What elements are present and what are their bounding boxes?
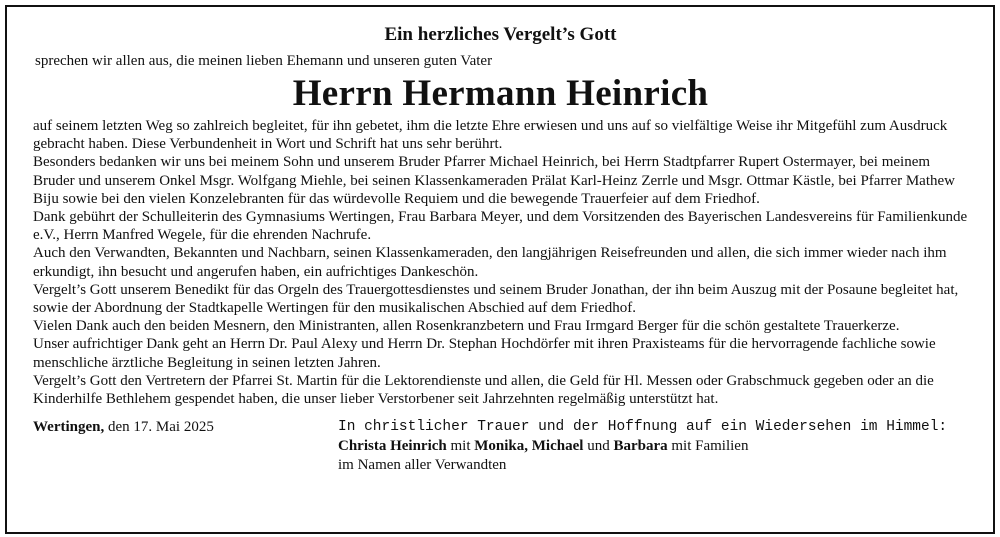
relatives-line: im Namen aller Verwandten — [338, 457, 507, 474]
family-conj-2: und — [587, 438, 610, 455]
family-name-3: Barbara — [613, 438, 668, 455]
mourning-line: In christlicher Trauer und der Hoffnung auf ein Wiedersehen im Himmel: — [338, 419, 948, 436]
place-date — [33, 418, 214, 437]
notice-footer — [33, 418, 968, 478]
intro-line: sprechen wir allen aus, die meinen lieben Ehemann und unseren guten Vater — [35, 53, 493, 69]
notice-heading: Ein herzliches Vergelt’s Gott — [384, 24, 617, 45]
paragraph: Unser aufrichtiger Dank geht an Herrn Dr. Paul Alexy und Herrn Dr. Stephan Hochdörfer mit ihren Praxisteams für die hervorragende fachliche sowie menschliche ärztliche Begleitung in seinen letzten Jahren. — [33, 336, 936, 371]
paragraph: Besonders bedanken wir uns bei meinem Sohn und unserem Bruder Pfarrer Michael Heinrich, bei Herrn Stadtpfarrer Rupert Ostermayer, bei meinem Bruder und unserem Onkel Msgr. Wolfgang Miehle, bei seinen Klassenkameraden Prälat Karl-Heinz Zerrle und Msgr. Ottmar Kästle, bei Pfarrer Mathew Biju sowie bei den vielen Konzelebranten für das würdevolle Requiem und die bewegende Trauerfeier auf dem Friedhof. — [33, 154, 955, 207]
place: Wertingen, — [33, 419, 105, 436]
family-name-1: Christa Heinrich — [338, 438, 447, 455]
family-line — [338, 437, 978, 456]
deceased-name: Herrn Hermann Heinrich — [292, 73, 709, 114]
paragraph: Vielen Dank auch den beiden Mesnern, den Ministranten, allen Rosenkranzbetern und Frau Irmgard Berger für die schön gestaltete Trauerkerze. — [33, 318, 900, 335]
thank-you-notice — [33, 22, 968, 478]
paragraph: Vergelt’s Gott den Vertretern der Pfarrei St. Martin für die Lektorendienste und allen, die Geld für Hl. Messen oder Grabschmuck gegeben oder an die Kinderhilfe Bethlehem gespendet haben, die unser lieber Verstorbener seit Jahrzehnten regelmäßig unterstützt hat. — [33, 372, 934, 408]
paragraph: Vergelt’s Gott unserem Benedikt für das Orgeln des Trauergottesdienstes und seinem Bruder Jonathan, der ihn beim Auszug mit der Posaune begleitet hat, sowie der Abordnung der Stadtkapelle Wertingen für den musikalischen Abschied auf dem Friedhof. — [33, 281, 959, 317]
notice-body — [33, 117, 968, 408]
paragraph: auf seinem letzten Weg so zahlreich begleitet, für ihn gebetet, ihm die letzte Ehre erwiesen und uns auf so vielfältige Weise ihr Mitgefühl zum Ausdruck gebracht haben. Diese Verbundenheit in Wort und Schrift hat uns sehr berührt. — [33, 118, 948, 153]
family-rest: mit Familien — [671, 438, 749, 455]
paragraph: Auch den Verwandten, Bekannten und Nachbarn, seinen Klassenkameraden, den langjährigen Reisefreunden und allen, die sich immer wieder nach ihm erkundigt, ihn besucht und angerufen haben, ein aufrichtiges Dankeschön. — [33, 245, 947, 280]
family-names-2: Monika, Michael — [474, 438, 584, 455]
date: den 17. Mai 2025 — [108, 419, 214, 436]
paragraph: Dank gebührt der Schulleiterin des Gymnasiums Wertingen, Frau Barbara Meyer, und dem Vorsitzenden des Bayerischen Landesvereins für Familienkunde e.V., Herrn Manfred Wegele, für die ehrenden Nachrufe. — [33, 209, 968, 244]
family-conj-1: mit — [450, 438, 471, 455]
signature-block — [338, 418, 978, 475]
